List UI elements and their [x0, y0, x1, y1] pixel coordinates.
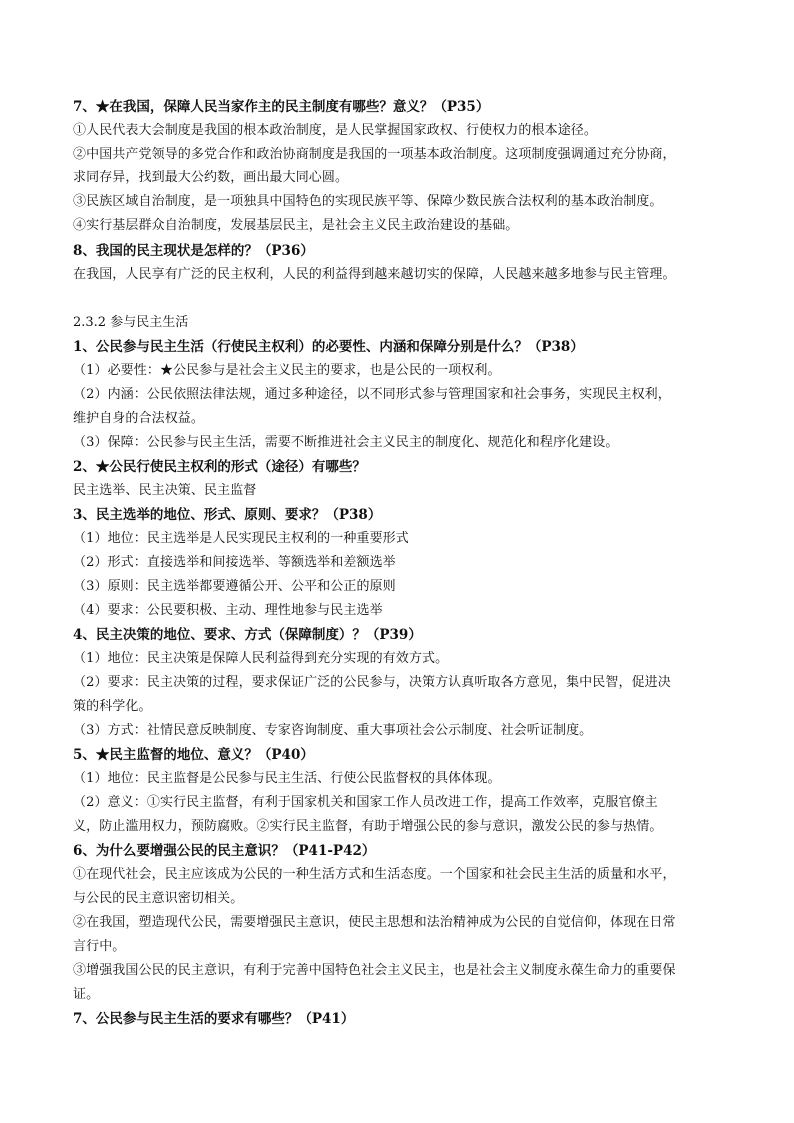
answer-line: （3）保障：公民参与民主生活，需要不断推进社会主义民主的制度化、规范化和程序化建设。	[73, 435, 619, 450]
answer-line: （1）地位：民主监督是公民参与民主生活、行使公民监督权的具体体现。	[73, 771, 501, 786]
answer-line: ②中国共产党领导的多党合作和政治协商制度是我国的一项基本政治制度。这项制度强调通过充分协商，	[73, 147, 676, 162]
question-heading: 3、民主选举的地位、形式、原则、要求？（P38）	[73, 507, 382, 523]
question-heading: 2、★公民行使民主权利的形式（途径）有哪些？	[73, 459, 366, 475]
question-heading: 6、为什么要增强公民的民主意识？（P41-P42）	[73, 843, 376, 859]
answer-line: 义，防止滥用权力，预防腐败。②实行民主监督，有助于增强公民的参与意识，激发公民的参与热情。	[73, 819, 663, 834]
answer-line: （2）形式：直接选举和间接选举、等额选举和差额选举	[73, 555, 396, 570]
answer-line: （3）原则：民主选举都要遵循公开、公平和公正的原则	[73, 579, 396, 594]
answer-line: （3）方式：社情民意反映制度、专家咨询制度、重大事项社会公示制度、社会听证制度。	[73, 723, 593, 738]
answer-line: 求同存异，找到最大公约数，画出最大同心圆。	[73, 170, 349, 185]
answer-line: 在我国，人民享有广泛的民主权利，人民的利益得到越来越切实的保障，人民越来越多地参与民主管理。	[73, 267, 676, 282]
answer-line: 与公民的民主意识密切相关。	[73, 891, 244, 906]
question-heading: 7、★在我国，保障人民当家作主的民主制度有哪些？意义？（P35）	[73, 99, 490, 115]
answer-line: （2）意义：①实行民主监督，有利于国家机关和国家工作人员改进工作，提高工作效率，克服官僚主	[73, 795, 658, 810]
answer-line: 证。	[73, 987, 100, 1002]
answer-line: （1）必要性：★公民参与是社会主义民主的要求，也是公民的一项权利。	[73, 363, 501, 378]
answer-line: ①在现代社会，民主应该成为公民的一种生活方式和生活态度。一个国家和社会民主生活的质量和水平，	[73, 867, 676, 882]
question-heading: 7、公民参与民主生活的要求有哪些？（P41）	[73, 1011, 355, 1027]
answer-line: ①人民代表大会制度是我国的根本政治制度，是人民掌握国家政权、行使权力的根本途径。	[73, 123, 598, 138]
question-heading: 4、民主决策的地位、要求、方式（保障制度）？（P39）	[73, 627, 422, 643]
answer-line: （4）要求：公民要积极、主动、理性地参与民主选举	[73, 603, 383, 618]
question-heading: 1、公民参与民主生活（行使民主权利）的必要性、内涵和保障分别是什么？（P38）	[73, 339, 584, 355]
answer-line: 言行中。	[73, 939, 126, 954]
answer-line: 民主选举、民主决策、民主监督	[73, 483, 257, 498]
answer-line: ②在我国，塑造现代公民，需要增强民主意识，使民主思想和法治精神成为公民的自觉信仰，体现在日常	[73, 915, 676, 930]
question-heading: 8、我国的民主现状是怎样的？（P36）	[73, 243, 314, 259]
answer-line: （2）要求：民主决策的过程，要求保证广泛的公民参与，决策方认真听取各方意见，集中民智，促进决	[73, 675, 671, 690]
answer-line: ④实行基层群众自治制度，发展基层民主，是社会主义民主政治建设的基础。	[73, 218, 519, 233]
answer-line: （1）地位：民主选举是人民实现民主权利的一种重要形式	[73, 531, 409, 546]
answer-line: ③增强我国公民的民主意识，有利于完善中国特色社会主义民主，也是社会主义制度永葆生命力的重要保	[73, 963, 676, 978]
answer-line: （1）地位：民主决策是保障人民利益得到充分实现的有效方式。	[73, 651, 449, 666]
answer-line: 策的科学化。	[73, 699, 152, 714]
answer-line: （2）内涵：公民依照法律法规，通过多种途径，以不同形式参与管理国家和社会事务，实现民主权利，	[73, 387, 671, 402]
section-title: 2.3.2 参与民主生活	[73, 315, 189, 330]
answer-line: 维护自身的合法权益。	[73, 411, 205, 426]
answer-line: ③民族区域自治制度，是一项独具中国特色的实现民族平等、保障少数民族合法权利的基本政治制度。	[73, 194, 663, 209]
question-heading: 5、★民主监督的地位、意义？（P40）	[73, 747, 314, 763]
